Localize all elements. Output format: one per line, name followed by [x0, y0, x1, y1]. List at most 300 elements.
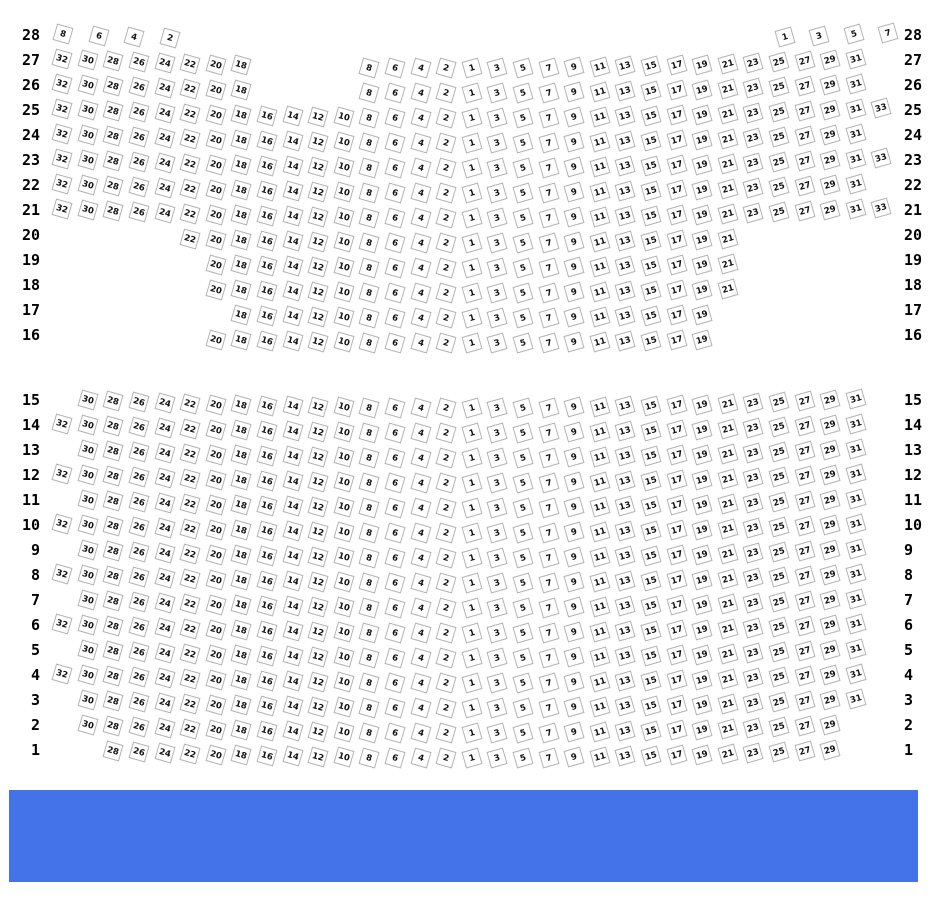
seat[interactable]: 18	[231, 305, 252, 326]
seat[interactable]: 30	[77, 615, 98, 636]
seat[interactable]: 5	[512, 447, 533, 468]
seat[interactable]: 5	[512, 332, 533, 353]
seat[interactable]: 9	[564, 747, 585, 768]
seat[interactable]: 14	[282, 231, 303, 252]
seat[interactable]: 18	[231, 445, 252, 466]
seat[interactable]: 10	[333, 672, 354, 693]
seat[interactable]: 7	[538, 597, 559, 618]
seat[interactable]: 29	[820, 540, 841, 561]
seat[interactable]: 4	[410, 422, 431, 443]
seat[interactable]: 19	[692, 279, 713, 300]
seat[interactable]: 5	[512, 82, 533, 103]
seat[interactable]: 21	[717, 253, 738, 274]
seat[interactable]: 9	[564, 257, 585, 278]
seat[interactable]: 27	[794, 491, 815, 512]
seat[interactable]: 22	[180, 178, 201, 199]
seat[interactable]: 15	[640, 180, 661, 201]
seat[interactable]: 14	[282, 621, 303, 642]
seat[interactable]: 2	[436, 672, 457, 693]
seat[interactable]: 3	[809, 25, 830, 46]
seat[interactable]: 17	[666, 130, 687, 151]
seat[interactable]: 2	[436, 232, 457, 253]
seat[interactable]: 2	[436, 597, 457, 618]
seat[interactable]: 29	[820, 640, 841, 661]
seat[interactable]: 3	[487, 207, 508, 228]
seat[interactable]: 20	[205, 329, 226, 350]
seat[interactable]: 22	[180, 518, 201, 539]
seat[interactable]: 4	[410, 697, 431, 718]
seat[interactable]: 15	[640, 470, 661, 491]
seat[interactable]: 10	[333, 547, 354, 568]
seat[interactable]: 13	[615, 281, 636, 302]
seat[interactable]: 8	[359, 522, 380, 543]
seat[interactable]: 20	[205, 54, 226, 75]
seat[interactable]: 18	[231, 255, 252, 276]
seat[interactable]: 15	[640, 80, 661, 101]
seat[interactable]: 31	[845, 689, 866, 710]
seat[interactable]: 6	[384, 722, 405, 743]
seat[interactable]: 22	[180, 693, 201, 714]
seat[interactable]: 32	[52, 174, 73, 195]
seat[interactable]: 17	[666, 205, 687, 226]
seat[interactable]: 3	[487, 107, 508, 128]
seat[interactable]: 1	[461, 157, 482, 178]
seat[interactable]: 2	[436, 697, 457, 718]
seat[interactable]: 7	[538, 422, 559, 443]
seat[interactable]: 23	[743, 518, 764, 539]
seat[interactable]: 21	[717, 393, 738, 414]
seat[interactable]: 2	[436, 57, 457, 78]
seat[interactable]: 16	[256, 395, 277, 416]
seat[interactable]: 8	[359, 282, 380, 303]
seat[interactable]: 8	[359, 747, 380, 768]
seat[interactable]: 32	[52, 664, 73, 685]
seat[interactable]: 1	[461, 447, 482, 468]
seat[interactable]: 11	[589, 746, 610, 767]
seat[interactable]: 19	[692, 419, 713, 440]
seat[interactable]: 12	[308, 131, 329, 152]
seat[interactable]: 16	[256, 230, 277, 251]
seat[interactable]: 31	[845, 49, 866, 70]
seat[interactable]: 16	[256, 695, 277, 716]
seat[interactable]: 5	[512, 282, 533, 303]
seat[interactable]: 26	[128, 392, 149, 413]
seat[interactable]: 6	[384, 157, 405, 178]
seat[interactable]: 26	[128, 177, 149, 198]
seat[interactable]: 17	[666, 280, 687, 301]
seat[interactable]: 9	[564, 647, 585, 668]
seat[interactable]: 10	[333, 647, 354, 668]
seat[interactable]: 27	[794, 416, 815, 437]
seat[interactable]: 3	[487, 282, 508, 303]
seat[interactable]: 21	[717, 693, 738, 714]
seat[interactable]: 1	[461, 107, 482, 128]
seat[interactable]: 2	[436, 572, 457, 593]
seat[interactable]: 25	[768, 52, 789, 73]
seat[interactable]: 17	[666, 695, 687, 716]
seat[interactable]: 2	[436, 747, 457, 768]
seat[interactable]: 5	[512, 157, 533, 178]
seat[interactable]: 6	[384, 257, 405, 278]
seat[interactable]: 13	[615, 571, 636, 592]
seat[interactable]: 1	[774, 27, 795, 48]
seat[interactable]: 5	[512, 472, 533, 493]
seat[interactable]: 28	[103, 716, 124, 737]
seat[interactable]: 12	[308, 331, 329, 352]
seat[interactable]: 8	[359, 497, 380, 518]
seat[interactable]: 3	[487, 672, 508, 693]
seat[interactable]: 16	[256, 495, 277, 516]
seat[interactable]: 30	[77, 50, 98, 71]
seat[interactable]: 18	[231, 280, 252, 301]
seat[interactable]: 21	[717, 53, 738, 74]
seat[interactable]: 10	[333, 307, 354, 328]
seat[interactable]: 13	[615, 746, 636, 767]
seat[interactable]: 12	[308, 571, 329, 592]
seat[interactable]: 12	[308, 621, 329, 642]
seat[interactable]: 19	[692, 669, 713, 690]
seat[interactable]: 31	[845, 664, 866, 685]
seat[interactable]: 6	[384, 282, 405, 303]
seat[interactable]: 10	[333, 132, 354, 153]
seat[interactable]: 14	[282, 746, 303, 767]
seat[interactable]: 21	[717, 443, 738, 464]
seat[interactable]: 20	[205, 469, 226, 490]
seat[interactable]: 5	[512, 647, 533, 668]
seat[interactable]: 6	[384, 447, 405, 468]
seat[interactable]: 24	[154, 718, 175, 739]
seat[interactable]: 2	[436, 472, 457, 493]
seat[interactable]: 5	[512, 697, 533, 718]
seat[interactable]: 23	[743, 418, 764, 439]
seat[interactable]: 7	[538, 132, 559, 153]
seat[interactable]: 18	[231, 470, 252, 491]
seat[interactable]: 26	[128, 617, 149, 638]
seat[interactable]: 16	[256, 670, 277, 691]
seat[interactable]: 1	[461, 282, 482, 303]
seat[interactable]: 26	[128, 742, 149, 763]
seat[interactable]: 20	[205, 129, 226, 150]
seat[interactable]: 15	[640, 720, 661, 741]
seat[interactable]: 18	[231, 130, 252, 151]
seat[interactable]: 12	[308, 696, 329, 717]
seat[interactable]: 1	[461, 232, 482, 253]
seat[interactable]: 15	[640, 520, 661, 541]
seat[interactable]: 19	[692, 229, 713, 250]
seat[interactable]: 3	[487, 547, 508, 568]
seat[interactable]: 22	[180, 53, 201, 74]
seat[interactable]: 15	[640, 420, 661, 441]
seat[interactable]: 16	[256, 255, 277, 276]
seat[interactable]: 21	[717, 178, 738, 199]
seat[interactable]: 4	[410, 597, 431, 618]
seat[interactable]: 26	[128, 567, 149, 588]
seat[interactable]: 13	[615, 471, 636, 492]
seat[interactable]: 7	[538, 447, 559, 468]
seat[interactable]: 19	[692, 254, 713, 275]
seat[interactable]: 29	[820, 100, 841, 121]
seat[interactable]: 16	[256, 595, 277, 616]
seat[interactable]: 1	[461, 747, 482, 768]
seat[interactable]: 16	[256, 470, 277, 491]
seat[interactable]: 11	[589, 131, 610, 152]
seat[interactable]: 18	[231, 155, 252, 176]
seat[interactable]: 20	[205, 744, 226, 765]
seat[interactable]: 14	[282, 446, 303, 467]
seat[interactable]: 12	[308, 721, 329, 742]
seat[interactable]: 18	[231, 595, 252, 616]
seat[interactable]: 7	[538, 332, 559, 353]
seat[interactable]: 4	[410, 82, 431, 103]
seat[interactable]: 14	[282, 306, 303, 327]
seat[interactable]: 9	[564, 107, 585, 128]
seat[interactable]: 23	[743, 53, 764, 74]
seat[interactable]: 27	[794, 666, 815, 687]
seat[interactable]: 7	[538, 722, 559, 743]
seat[interactable]: 25	[768, 667, 789, 688]
seat[interactable]: 25	[768, 642, 789, 663]
seat[interactable]: 17	[666, 395, 687, 416]
seat[interactable]: 4	[410, 572, 431, 593]
seat[interactable]: 2	[436, 282, 457, 303]
seat[interactable]: 6	[384, 597, 405, 618]
seat[interactable]: 29	[820, 50, 841, 71]
seat[interactable]: 21	[717, 643, 738, 664]
seat[interactable]: 27	[794, 741, 815, 762]
seat[interactable]: 12	[308, 746, 329, 767]
seat[interactable]: 15	[640, 495, 661, 516]
seat[interactable]: 13	[615, 546, 636, 567]
seat[interactable]: 9	[564, 397, 585, 418]
seat[interactable]: 20	[205, 154, 226, 175]
seat[interactable]: 12	[308, 496, 329, 517]
seat[interactable]: 18	[231, 645, 252, 666]
seat[interactable]: 13	[615, 131, 636, 152]
seat[interactable]: 8	[359, 157, 380, 178]
seat[interactable]: 4	[410, 182, 431, 203]
seat[interactable]: 10	[333, 722, 354, 743]
seat[interactable]: 17	[666, 230, 687, 251]
seat[interactable]: 12	[308, 646, 329, 667]
seat[interactable]: 28	[103, 691, 124, 712]
seat[interactable]: 10	[333, 207, 354, 228]
seat[interactable]: 5	[512, 182, 533, 203]
seat[interactable]: 28	[103, 566, 124, 587]
seat[interactable]: 30	[77, 590, 98, 611]
seat[interactable]: 11	[589, 521, 610, 542]
seat[interactable]: 22	[180, 78, 201, 99]
seat[interactable]: 10	[333, 572, 354, 593]
seat[interactable]: 16	[256, 280, 277, 301]
seat[interactable]: 2	[436, 397, 457, 418]
seat[interactable]: 12	[308, 671, 329, 692]
seat[interactable]: 22	[180, 393, 201, 414]
seat[interactable]: 18	[231, 670, 252, 691]
seat[interactable]: 6	[384, 472, 405, 493]
seat[interactable]: 28	[103, 641, 124, 662]
seat[interactable]: 13	[615, 56, 636, 77]
seat[interactable]: 12	[308, 231, 329, 252]
seat[interactable]: 30	[77, 665, 98, 686]
seat[interactable]: 17	[666, 670, 687, 691]
seat[interactable]: 31	[845, 489, 866, 510]
seat[interactable]: 9	[564, 207, 585, 228]
seat[interactable]: 26	[128, 77, 149, 98]
seat[interactable]: 13	[615, 206, 636, 227]
seat[interactable]: 3	[487, 182, 508, 203]
seat[interactable]: 17	[666, 645, 687, 666]
seat[interactable]: 20	[205, 644, 226, 665]
seat[interactable]: 21	[717, 153, 738, 174]
seat[interactable]: 8	[359, 547, 380, 568]
seat[interactable]: 15	[640, 570, 661, 591]
seat[interactable]: 4	[410, 232, 431, 253]
seat[interactable]: 20	[205, 694, 226, 715]
seat[interactable]: 8	[359, 107, 380, 128]
seat[interactable]: 9	[564, 282, 585, 303]
seat[interactable]: 5	[512, 397, 533, 418]
seat[interactable]: 5	[512, 257, 533, 278]
seat[interactable]: 11	[589, 421, 610, 442]
seat[interactable]: 11	[589, 331, 610, 352]
seat[interactable]: 21	[717, 718, 738, 739]
seat[interactable]: 13	[615, 496, 636, 517]
seat[interactable]: 4	[410, 472, 431, 493]
seat[interactable]: 9	[564, 522, 585, 543]
seat[interactable]: 1	[461, 307, 482, 328]
seat[interactable]: 29	[820, 125, 841, 146]
seat[interactable]: 26	[128, 492, 149, 513]
seat[interactable]: 7	[538, 157, 559, 178]
seat[interactable]: 23	[743, 443, 764, 464]
seat[interactable]: 29	[820, 565, 841, 586]
seat[interactable]: 23	[743, 618, 764, 639]
seat[interactable]: 1	[461, 57, 482, 78]
seat[interactable]: 8	[359, 182, 380, 203]
seat[interactable]: 23	[743, 203, 764, 224]
seat[interactable]: 5	[512, 497, 533, 518]
seat[interactable]: 1	[461, 597, 482, 618]
seat[interactable]: 6	[384, 522, 405, 543]
seat[interactable]: 11	[589, 571, 610, 592]
seat[interactable]: 14	[282, 396, 303, 417]
seat[interactable]: 11	[589, 471, 610, 492]
seat[interactable]: 3	[487, 82, 508, 103]
seat[interactable]: 24	[154, 203, 175, 224]
seat[interactable]: 24	[154, 393, 175, 414]
seat[interactable]: 18	[231, 55, 252, 76]
seat[interactable]: 28	[103, 101, 124, 122]
seat[interactable]: 5	[512, 622, 533, 643]
seat[interactable]: 28	[103, 491, 124, 512]
seat[interactable]: 25	[768, 177, 789, 198]
seat[interactable]: 8	[359, 572, 380, 593]
seat[interactable]: 6	[384, 572, 405, 593]
seat[interactable]: 10	[333, 497, 354, 518]
seat[interactable]: 6	[384, 132, 405, 153]
seat[interactable]: 19	[692, 719, 713, 740]
seat[interactable]: 18	[231, 545, 252, 566]
seat[interactable]: 3	[487, 622, 508, 643]
seat[interactable]: 30	[77, 565, 98, 586]
seat[interactable]: 32	[52, 514, 73, 535]
seat[interactable]: 5	[512, 722, 533, 743]
seat[interactable]: 3	[487, 697, 508, 718]
seat[interactable]: 6	[384, 82, 405, 103]
seat[interactable]: 30	[77, 540, 98, 561]
seat[interactable]: 32	[52, 124, 73, 145]
seat[interactable]: 22	[180, 643, 201, 664]
seat[interactable]: 8	[359, 397, 380, 418]
seat[interactable]: 8	[359, 332, 380, 353]
seat[interactable]: 29	[820, 175, 841, 196]
seat[interactable]: 11	[589, 306, 610, 327]
seat[interactable]: 4	[410, 307, 431, 328]
seat[interactable]: 31	[845, 414, 866, 435]
seat[interactable]: 5	[512, 572, 533, 593]
seat[interactable]: 32	[52, 614, 73, 635]
seat[interactable]: 4	[410, 132, 431, 153]
seat[interactable]: 5	[512, 132, 533, 153]
seat[interactable]: 20	[205, 519, 226, 540]
seat[interactable]: 7	[538, 282, 559, 303]
seat[interactable]: 18	[231, 105, 252, 126]
seat[interactable]: 2	[436, 332, 457, 353]
seat[interactable]: 19	[692, 444, 713, 465]
seat[interactable]: 31	[845, 199, 866, 220]
seat[interactable]: 11	[589, 281, 610, 302]
seat[interactable]: 6	[384, 397, 405, 418]
seat[interactable]: 14	[282, 156, 303, 177]
seat[interactable]: 16	[256, 420, 277, 441]
seat[interactable]: 29	[820, 440, 841, 461]
seat[interactable]: 23	[743, 153, 764, 174]
seat[interactable]: 8	[359, 132, 380, 153]
seat[interactable]: 21	[717, 468, 738, 489]
seat[interactable]: 21	[717, 128, 738, 149]
seat[interactable]: 10	[333, 472, 354, 493]
seat[interactable]: 32	[52, 464, 73, 485]
seat[interactable]: 3	[487, 722, 508, 743]
seat[interactable]: 15	[640, 695, 661, 716]
seat[interactable]: 19	[692, 469, 713, 490]
seat[interactable]: 6	[384, 547, 405, 568]
seat[interactable]: 7	[538, 747, 559, 768]
seat[interactable]: 24	[154, 103, 175, 124]
seat[interactable]: 14	[282, 496, 303, 517]
seat[interactable]: 8	[359, 232, 380, 253]
seat[interactable]: 20	[205, 204, 226, 225]
seat[interactable]: 16	[256, 720, 277, 741]
seat[interactable]: 23	[743, 743, 764, 764]
seat[interactable]: 25	[768, 202, 789, 223]
seat[interactable]: 4	[410, 497, 431, 518]
seat[interactable]: 24	[154, 128, 175, 149]
seat[interactable]: 14	[282, 256, 303, 277]
seat[interactable]: 21	[717, 278, 738, 299]
seat[interactable]: 27	[794, 126, 815, 147]
seat[interactable]: 1	[461, 722, 482, 743]
seat[interactable]: 6	[384, 697, 405, 718]
seat[interactable]: 30	[77, 715, 98, 736]
seat[interactable]: 3	[487, 522, 508, 543]
seat[interactable]: 12	[308, 256, 329, 277]
seat[interactable]: 19	[692, 569, 713, 590]
seat[interactable]: 6	[384, 207, 405, 228]
seat[interactable]: 1	[461, 422, 482, 443]
seat[interactable]: 19	[692, 544, 713, 565]
seat[interactable]: 7	[538, 547, 559, 568]
